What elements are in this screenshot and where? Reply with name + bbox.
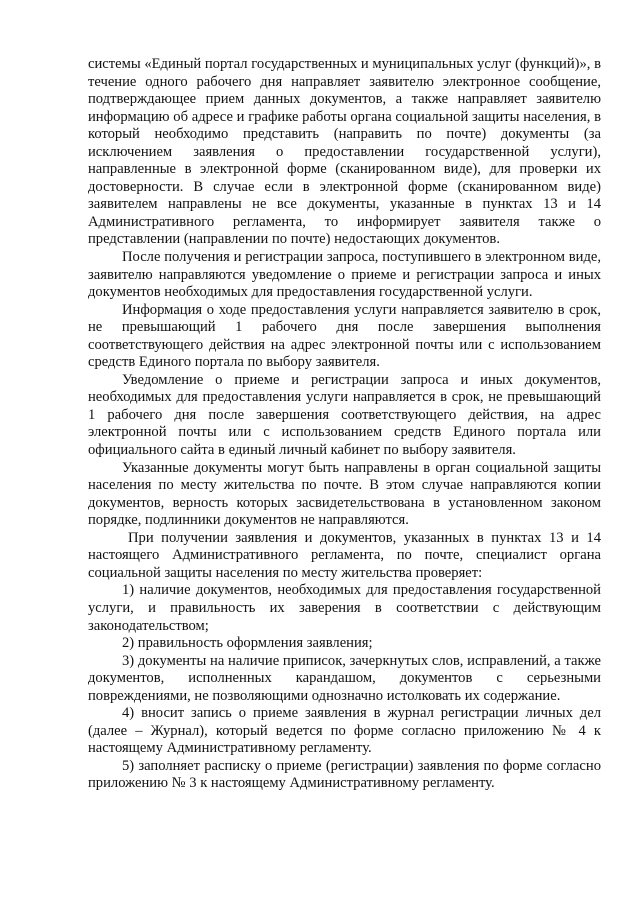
paragraph-progress-info: Информация о ходе предоставления услуги направляется заявителю в срок, не превышающий 1 рабочего дня после завершения выполнения соответствующего действия на адрес электронной почты или с использованием средств Единого портала по выбору заявителя.: [88, 301, 601, 371]
list-item-3: 3) документы на наличие приписок, зачеркнутых слов, исправлений, а также документов, исполненных карандашом, документов с серьезными повреждениями, не позволяющими однозначно истолковать их содержание.: [88, 652, 601, 704]
paragraph-continuation: системы «Единый портал государственных и муниципальных услуг (функций)», в течение одного рабочего дня направляет заявителю электронное сообщение, подтверждающее прием данных документов, а также направляет заявителю информацию об адресе и графике работы органа социальной защиты населения, в который необходимо представить (направить по почте) документы (за исключением заявления о предоставлении государственной услуги), направленные в электронной форме (сканированном виде), для проверки их достоверности. В случае если в электронной форме (сканированном виде) заявителем направлены не все документы, указанные в пунктах 13 и 14 Административного регламента, то информирует заявителя также о представлении (направлении по почте) недостающих документов.: [88, 56, 601, 248]
list-item-4: 4) вносит запись о приеме заявления в журнал регистрации личных дел (далее – Журнал), который ведется по форме согласно приложению № 4 к настоящему Административному регламенту.: [88, 705, 601, 757]
list-item-1: 1) наличие документов, необходимых для предоставления государственной услуги, и правильность их заверения в соответствии с действующим законодательством;: [88, 582, 601, 634]
list-item-5: 5) заполняет расписку о приеме (регистрации) заявления по форме согласно приложению № 3 к настоящему Административному регламенту.: [88, 757, 601, 792]
list-item-2: 2) правильность оформления заявления;: [122, 635, 373, 652]
document-page: [88, 56, 601, 793]
paragraph-postal-documents: Указанные документы могут быть направлены в орган социальной защиты населения по месту жительства по почте. В этом случае направляются копии документов, верность которых засвидетельствована в установленном законом порядке, подлинники документов не направляются.: [88, 459, 601, 529]
paragraph-notification: Уведомление о приеме и регистрации запроса и иных документов, необходимых для предоставления услуги направляется в срок, не превышающий 1 рабочего дня после завершения соответствующего действия, на адрес электронной почты или с использованием средств Единого портала или официального сайта в единый личный кабинет по выбору заявителя.: [88, 371, 601, 459]
paragraph-electronic-request: После получения и регистрации запроса, поступившего в электронном виде, заявителю направляются уведомление о приеме и регистрации запроса и иных документов необходимых для предоставления государственной услуги.: [88, 249, 601, 301]
paragraph-postal-check: При получении заявления и документов, указанных в пунктах 13 и 14 настоящего Административного регламента, по почте, специалист органа социальной защиты населения по месту жительства проверяет:: [88, 529, 601, 581]
